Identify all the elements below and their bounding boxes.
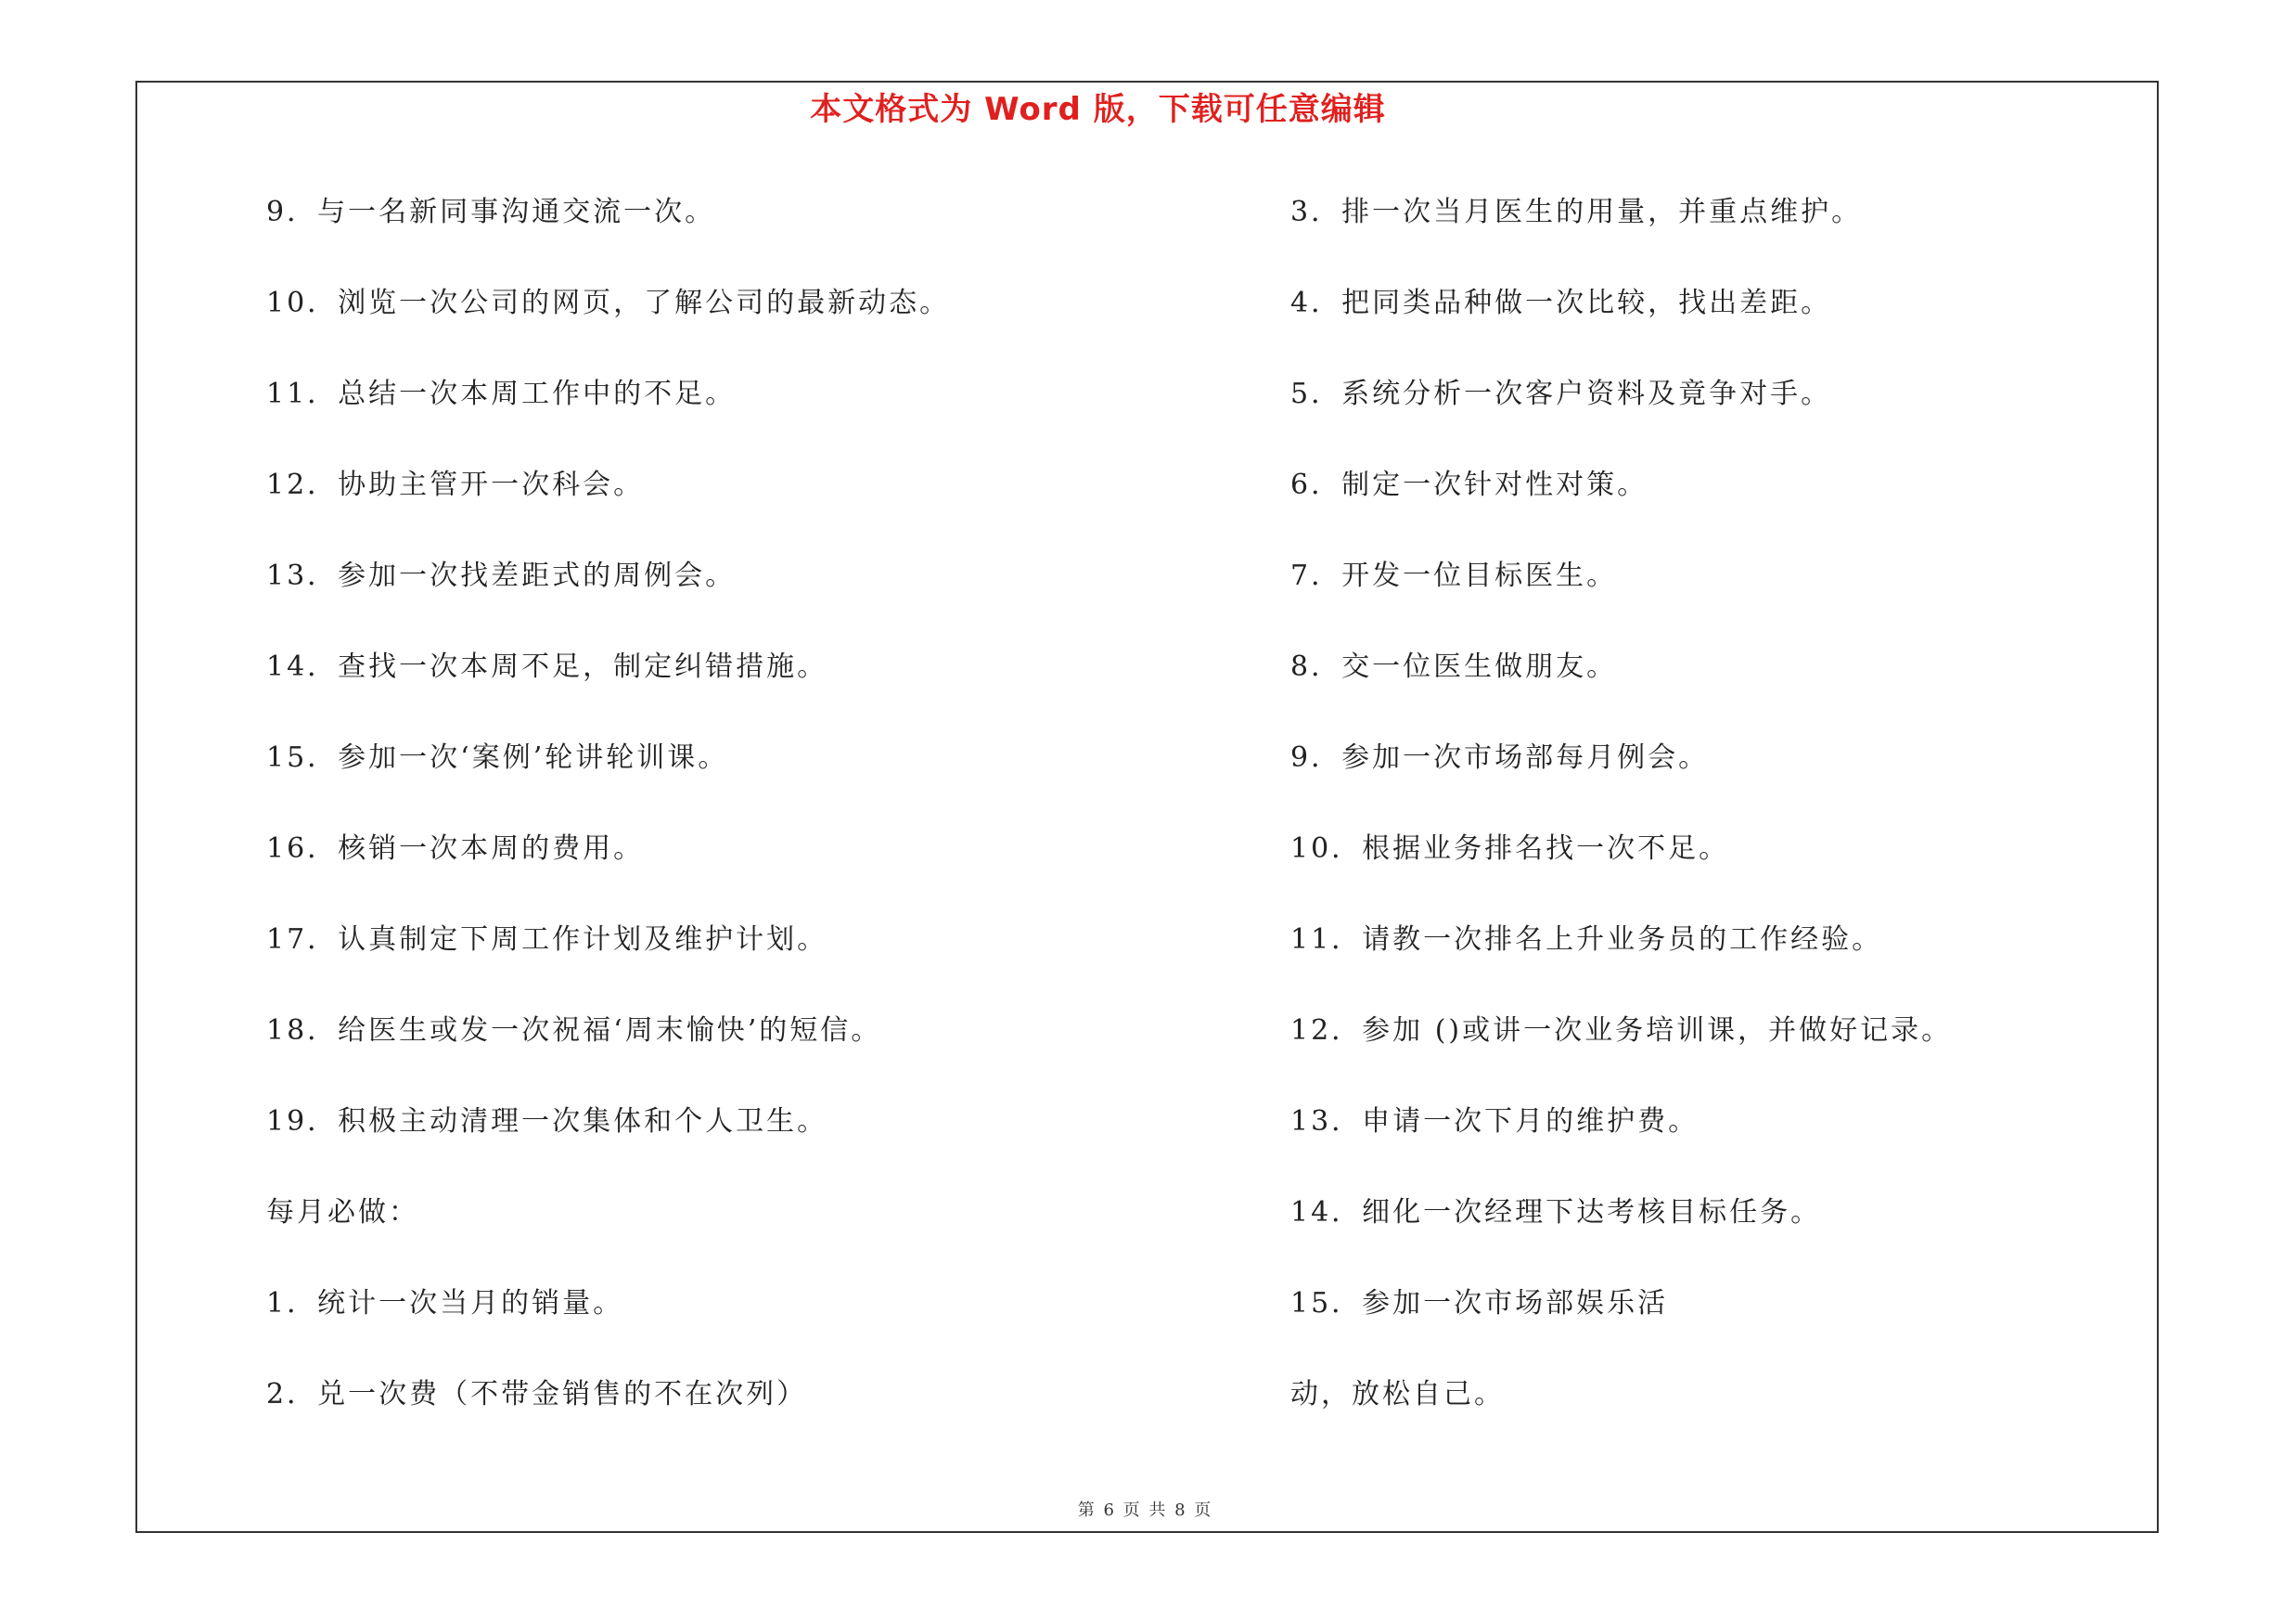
- right-column: [1290, 190, 2125, 1463]
- list-item: 13．申请一次下月的维护费。: [1290, 1105, 1700, 1138]
- list-item: 7．开发一位目标医生。: [1290, 560, 1618, 592]
- list-item: 10．浏览一次公司的网页，了解公司的最新动态。: [266, 287, 951, 319]
- list-item: 12．协助主管开一次科会。: [266, 469, 645, 501]
- section-heading-monthly: 每月必做：: [266, 1196, 419, 1229]
- list-item: 2．兑一次费（不带金销售的不在次列）: [266, 1378, 808, 1410]
- list-item: 14．查找一次本周不足，制定纠错措施。: [266, 650, 828, 683]
- list-item: 15．参加一次‘案例’轮讲轮训课。: [266, 741, 729, 774]
- list-item: 10．根据业务排名找一次不足。: [1290, 832, 1730, 865]
- list-item: 9．参加一次市场部每月例会。: [1290, 741, 1710, 774]
- list-item: 14．细化一次经理下达考核目标任务。: [1290, 1196, 1822, 1229]
- list-item: 18．给医生或发一次祝福‘周末愉快’的短信。: [266, 1014, 882, 1047]
- list-item: 1．统计一次当月的销量。: [266, 1287, 624, 1320]
- list-item: 6．制定一次针对性对策。: [1290, 469, 1648, 501]
- list-item: 11．请教一次排名上升业务员的工作经验。: [1290, 923, 1883, 956]
- list-item: 5．系统分析一次客户资料及竟争对手。: [1290, 378, 1832, 410]
- list-item: 19．积极主动清理一次集体和个人卫生。: [266, 1105, 828, 1138]
- list-item-continuation: 动，放松自己。: [1290, 1378, 1505, 1410]
- list-item: 8．交一位医生做朋友。: [1290, 650, 1618, 683]
- list-item: 13．参加一次找差距式的周例会。: [266, 560, 737, 592]
- list-item: 11．总结一次本周工作中的不足。: [266, 378, 737, 410]
- document-header-notice: 本文格式为 Word 版，下载可任意编辑: [810, 91, 1386, 128]
- list-item: 16．核销一次本周的费用。: [266, 832, 645, 865]
- list-item: 17．认真制定下周工作计划及维护计划。: [266, 923, 828, 956]
- list-item: 4．把同类品种做一次比较，找出差距。: [1290, 287, 1832, 319]
- page-number-footer: 第 6 页 共 8 页: [1077, 1501, 1213, 1520]
- list-item: 12．参加 ()或讲一次业务培训课，并做好记录。: [1290, 1014, 1953, 1047]
- list-item: 15．参加一次市场部娱乐活: [1290, 1287, 1669, 1320]
- list-item: 3．排一次当月医生的用量，并重点维护。: [1290, 196, 1863, 228]
- left-column: [266, 190, 1240, 1463]
- list-item: 9．与一名新同事沟通交流一次。: [266, 196, 716, 228]
